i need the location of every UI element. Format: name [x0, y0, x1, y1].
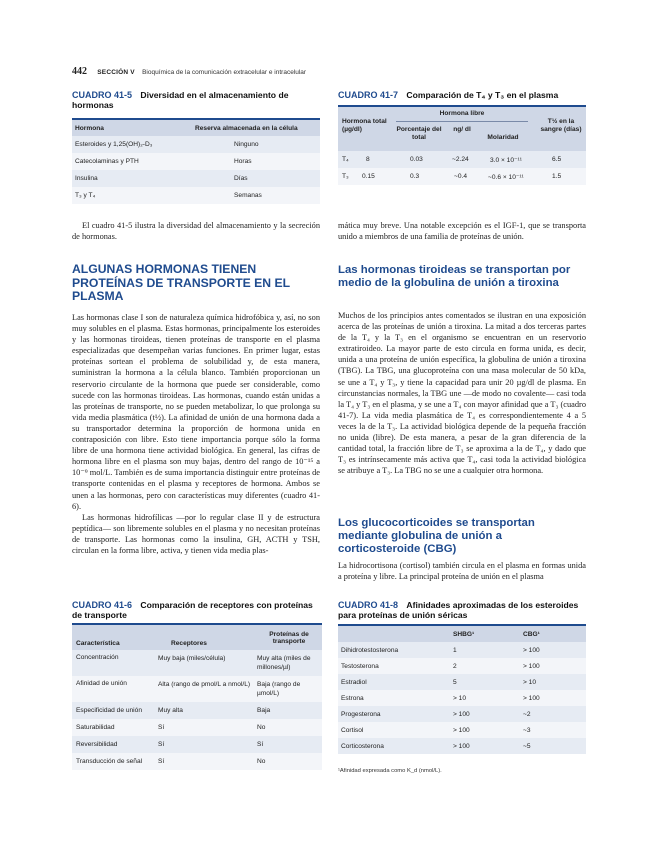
page-number: 442	[72, 66, 87, 77]
table-cell: > 100	[453, 742, 470, 750]
column-header: Molaridad	[487, 134, 519, 141]
table-cell: T₃ y T₄	[75, 192, 96, 199]
group-header: Hormona libre	[439, 110, 485, 117]
thyroid-body: Muchos de los principios antes comentados se ilustran en una exposición acerca de las proteínas de unión a tiroxina. La mitad a dos terceras partes de la T₄ y la T₃ en el organismo se encuentran en un reservorio extratiroideo. La mayor parte de esto circula en forma unida, es decir, unida a una proteína de unión específica, la globulina de unión a tiroxina (TBG). La TBG, una glucoproteína con una masa molecular de 50 kDa, se une a T₄ y T₃, y tiene la capacidad para unir 20 µg/dl de plasma. En circunstancias normales, la TBG une —de modo no covalente— casi toda la T₄ y T₃ en el plasma, y se une a T₄ con mayor afinidad que a T₃ (cuadro 41-7). La vida media plasmática de T₄ es correspondientemente 4 a 5 veces la de la T₃. La actividad biológica depende de la pequeña fracción no unida (libre). De esta manera, a pesar de la gran diferencia de la cantidad total, la fracción libre de T₃ se aproxima a la de T₄, y dado que T₃ es intrínsecamente más activa que T₄, casi toda la actividad biológica se atribuye a T₃. La TBG no se une a cualquier otra hormona.	[338, 311, 586, 476]
table-cell: Semanas	[234, 192, 262, 199]
column-header: Característica	[76, 640, 120, 647]
table-cell: Sí	[158, 724, 165, 731]
table-cell: Baja (rango de µmol/L)	[257, 681, 301, 697]
table-cell: Dihidrotestosterona	[341, 646, 399, 654]
table-cell: Especificidad de unión	[76, 707, 142, 714]
table-cell: Catecolaminas y PTH	[75, 158, 139, 165]
cuadro-title: Comparación de T₄ y T₃ en el plasma	[406, 90, 559, 100]
cuadro-title: Diversidad en el almacenamiento de hormonas	[72, 90, 289, 110]
table-cell: ~2.24	[452, 156, 469, 163]
section-heading-transport: ALGUNAS HORMONAS TIENEN PROTEÍNAS DE TRANSPORTE EN EL PLASMA	[72, 262, 290, 303]
cuadro-number: CUADRO 41-6	[72, 600, 133, 610]
cuadro-title: Comparación de receptores con proteínas de transporte	[72, 600, 313, 620]
cuadro-41-7-table	[338, 105, 586, 185]
subheading-glucocorticoids: Los glucocorticoides se transportan mediante globulina de unión a corticosteroide (CBG)	[338, 517, 535, 555]
table-cell: 2	[453, 662, 457, 670]
column-header: Proteínas de transporte	[269, 630, 309, 645]
table-cell: > 100	[523, 662, 540, 670]
table-cell: Muy baja (miles/célula)	[158, 655, 226, 662]
table-cell: Concentración	[76, 654, 119, 661]
table-cell: Sí	[158, 741, 165, 748]
table-cell: 8	[366, 156, 370, 163]
table-cell: Esteroides y 1,25(OH)₂-D₃	[75, 141, 153, 148]
table-cell: Progesterona	[341, 710, 381, 718]
table-cell: Insulina	[75, 175, 98, 182]
table-cell: ~0.4	[454, 173, 468, 180]
column-header: T½ en la sangre (días)	[540, 118, 582, 133]
table-cell: No	[257, 758, 266, 765]
table-cell: Afinidad de unión	[76, 680, 127, 687]
table-cell: > 10	[523, 678, 537, 686]
table-cell: Cortisol	[341, 726, 364, 734]
table-cell: 0.15	[362, 173, 375, 180]
column-header: CBG¹	[523, 630, 540, 638]
table-cell: 0.3	[410, 173, 420, 180]
column-header: Reserva almacenada en la célula	[195, 124, 298, 132]
table-cell: 5	[453, 678, 457, 686]
table-cell: > 100	[453, 710, 470, 718]
table-cell: > 100	[453, 726, 470, 734]
table-cell: 3.0 × 10⁻¹¹	[490, 157, 522, 164]
table-cell: Baja	[257, 707, 271, 714]
subheading-thyroid: Las hormonas tiroideas se transportan por medio de la globulina de unión a tiroxina	[338, 264, 571, 289]
table-cell: 1	[453, 646, 457, 654]
table-cell: ~5	[523, 742, 531, 750]
table-cell: Saturabilidad	[76, 724, 115, 731]
table-cell: > 100	[523, 694, 540, 702]
table-cell: Horas	[234, 158, 252, 165]
column-header: Hormona	[75, 124, 104, 132]
table-cell: Testosterona	[341, 662, 379, 670]
cuadro-number: CUADRO 41-5	[72, 90, 133, 100]
cuadro-41-7-caption	[338, 90, 598, 100]
table-cell: Estrona	[341, 694, 364, 702]
table-cell: Muy alta (miles de millones/µl)	[257, 655, 311, 671]
cuadro-41-6-caption	[72, 600, 322, 620]
section-label: SECCIÓN V	[97, 69, 135, 76]
cuadro-41-8-caption	[338, 600, 588, 620]
running-head	[72, 66, 306, 77]
table-cell: T₃	[342, 173, 349, 180]
gluco-body: La hidrocortisona (cortisol) también circula en el plasma en formas unida a proteína y libre. La principal proteína de unión en el plasma	[338, 561, 586, 582]
cuadro-title: Afinidades aproximadas de los esteroides para proteínas de unión séricas	[338, 600, 579, 620]
section-subtitle: Bioquímica de la comunicación extracelular e intracelular	[142, 69, 307, 76]
table-cell: Muy alta	[158, 707, 183, 714]
cuadro-41-8-table	[338, 624, 586, 754]
column-header: Receptores	[171, 640, 207, 647]
continuation-paragraph: mática muy breve. Una notable excepción es el IGF-1, que se transporta unido a miembros de una familia de proteínas de unión.	[338, 221, 586, 242]
table-cell: Estradiol	[341, 678, 367, 686]
table-cell: Alta (rango de pmol/L a nmol/L)	[158, 681, 251, 688]
column-header: SHBG¹	[453, 630, 475, 638]
table-cell: Reversibilidad	[76, 741, 118, 748]
column-header: Porcentaje del total	[396, 126, 442, 141]
table-cell: > 10	[453, 694, 467, 702]
cuadro-41-5-caption	[72, 90, 322, 110]
column-header: ng/ dl	[453, 126, 471, 133]
cuadro-41-5-table	[72, 118, 320, 204]
table-cell: ~0.6 × 10⁻¹¹	[488, 174, 524, 181]
table-cell: Sí	[158, 758, 165, 765]
transport-body: Las hormonas clase I son de naturaleza química hidrofóbica y, así, no son muy solubles en el plasma. Estas hormonas, principalmente los esteroides y las hormonas tiroideas, tienen proteínas de transporte en el plasma especializadas que desempeñan varias funciones. En primer lugar, estas proteínas sortean el problema de solubilidad y, de esta manera, suministran la hormona a la célula blanco. También proporcionan un reservorio circulante de la hormona que puede ser considerable, como sucede con las hormonas tiroideas. Las hormonas, cuando están unidas a las proteínas de transporte, no se pueden metabolizar, lo que prolonga su vida media plasmática (t½). La afinidad de unión de una hormona dada a su transportador determina la proporción de hormona unida en contraposición con libre. Esto tiene importancia porque sólo la forma libre de una hormona tiene actividad biológica. En general, las cifras de hormona libre en el plasma son muy bajas, dentro del rango de 10⁻¹⁵ a 10⁻⁹ mol/L. También es de suma importancia distinguir entre proteínas de transporte contenidas en el plasma y receptores de hormona. Ambos se unen a las hormonas, pero con características muy diferentes (cuadro 41-6). Las hormonas hidrofílicas —por lo regular clase II y de estructura peptídica— son libremente solubles en el plasma y no necesitan proteínas de transporte. Las hormonas como la insulina, GH, ACTH y TSH, circulan en la forma libre, activa, y tienen vida media plas-	[72, 313, 320, 555]
column-header	[338, 625, 452, 642]
table-cell: 6.5	[552, 156, 562, 163]
table-cell: ~2	[523, 710, 531, 718]
table-cell: Días	[234, 175, 248, 182]
table-cell: Ninguno	[234, 141, 259, 148]
cuadro-41-6-table	[72, 623, 322, 770]
intro-paragraph: El cuadro 41-5 ilustra la diversidad del almacenamiento y la secreción de hormonas.	[72, 221, 320, 242]
table-cell: Sí	[257, 741, 264, 748]
cuadro-number: CUADRO 41-7	[338, 90, 399, 100]
table-cell: Transducción de señal	[76, 758, 143, 765]
table-cell: > 100	[523, 646, 540, 654]
table-cell: ~3	[523, 726, 531, 734]
table-cell: 1.5	[552, 173, 562, 180]
table-cell: No	[257, 724, 266, 731]
table-cell: T₄	[342, 156, 349, 163]
table-footnote: ¹Afinidad expresada como K_d (nmol/L).	[338, 768, 442, 774]
table-cell: 0.03	[410, 156, 423, 163]
cuadro-number: CUADRO 41-8	[338, 600, 399, 610]
table-cell: Corticosterona	[341, 742, 384, 750]
column-header: Hormona total (µg/dl)	[342, 118, 387, 133]
